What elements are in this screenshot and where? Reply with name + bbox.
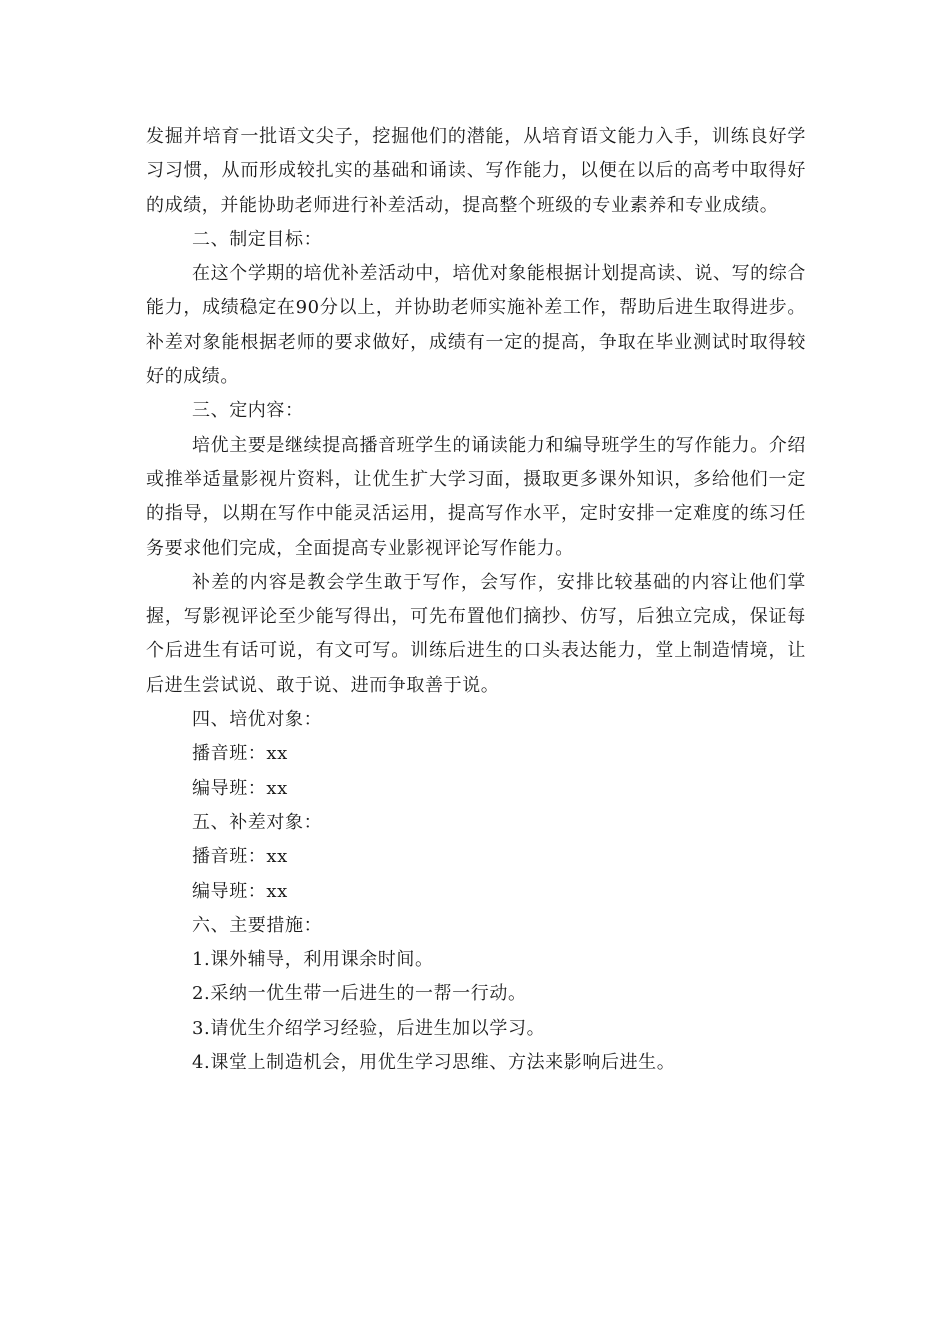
measure-item: 4.课堂上制造机会，用优生学习思维、方法来影响后进生。 bbox=[192, 1052, 676, 1074]
section-heading-advanced-targets: 四、培优对象： bbox=[192, 709, 323, 731]
paragraph-goals: 在这个学期的培优补差活动中，培优对象能根据计划提高读、说、写的综合能力，成绩稳定在90分以上，并协助老师实施补差工作，帮助后进生取得进步。补差对象能根据老师的要求做好，成绩有一定的提高，争取在毕业测试时取得较好的成绩。 bbox=[146, 263, 806, 388]
document-page bbox=[146, 120, 806, 1080]
section-heading-content: 三、定内容： bbox=[192, 400, 304, 422]
advanced-target-broadcasting: 播音班：xx bbox=[192, 743, 288, 765]
remedial-target-directing: 编导班：xx bbox=[192, 880, 288, 902]
section-heading-remedial-targets: 五、补差对象： bbox=[192, 811, 323, 833]
measure-item: 2.采纳一优生带一后进生的一帮一行动。 bbox=[192, 983, 527, 1005]
paragraph-content-advanced: 培优主要是继续提高播音班学生的诵读能力和编导班学生的写作能力。介绍或推举适量影视片资料，让优生扩大学习面，摄取更多课外知识，多给他们一定的指导，以期在写作中能灵活运用，提高写作水平，定时安排一定难度的练习任务要求他们完成，全面提高专业影视评论写作能力。 bbox=[146, 434, 806, 559]
measure-item: 3.请优生介绍学习经验，后进生加以学习。 bbox=[192, 1017, 546, 1039]
paragraph-intro: 发掘并培育一批语文尖子，挖掘他们的潜能，从培育语文能力入手，训练良好学习习惯，从而形成较扎实的基础和诵读、写作能力，以便在以后的高考中取得好的成绩，并能协助老师进行补差活动，提高整个班级的专业素养和专业成绩。 bbox=[146, 126, 806, 216]
section-heading-goals: 二、制定目标： bbox=[192, 228, 323, 250]
paragraph-content-remedial: 补差的内容是教会学生敢于写作，会写作，安排比较基础的内容让他们掌握，写影视评论至少能写得出，可先布置他们摘抄、仿写，后独立完成，保证每个后进生有话可说，有文可写。训练后进生的口头表达能力，堂上制造情境，让后进生尝试说、敢于说、进而争取善于说。 bbox=[146, 571, 806, 696]
measure-item: 1.课外辅导，利用课余时间。 bbox=[192, 949, 434, 971]
remedial-target-broadcasting: 播音班：xx bbox=[192, 846, 288, 868]
advanced-target-directing: 编导班：xx bbox=[192, 777, 288, 799]
section-heading-measures: 六、主要措施： bbox=[192, 914, 323, 936]
